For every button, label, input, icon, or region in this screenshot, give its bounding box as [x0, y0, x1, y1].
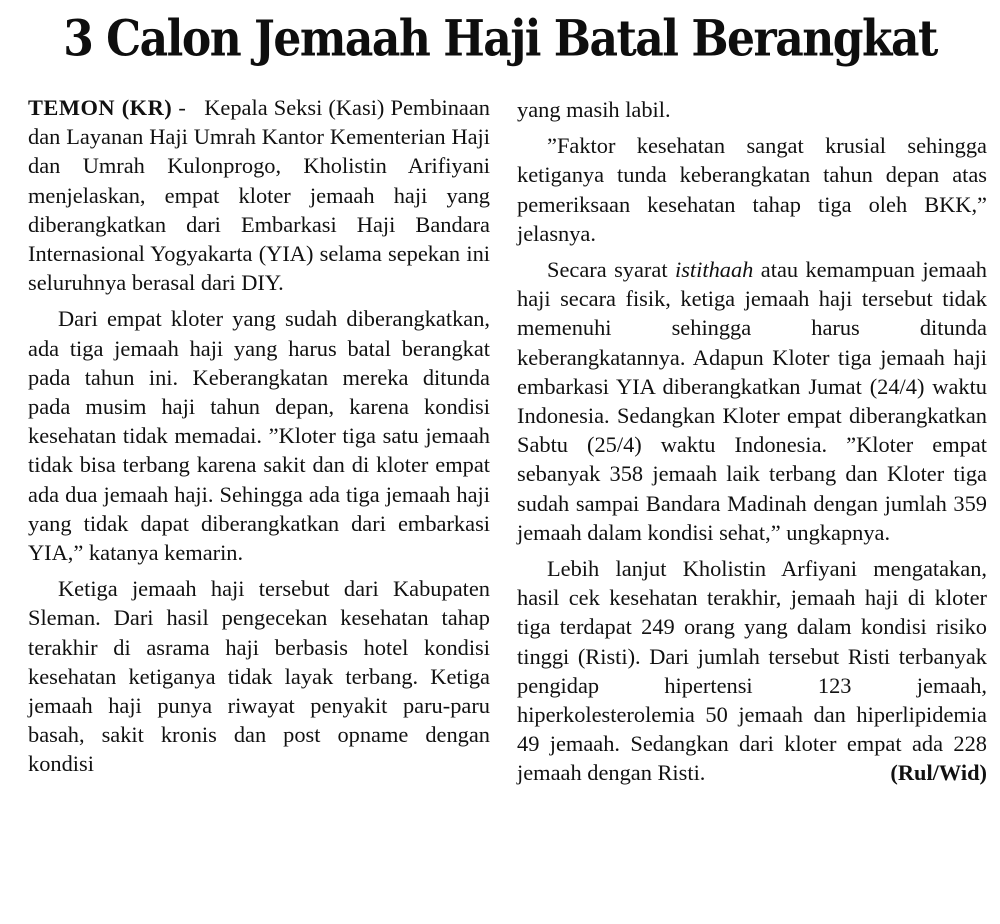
- italic-term: istithaah: [674, 257, 754, 283]
- paragraph: [517, 554, 987, 788]
- byline: (Rul/Wid): [890, 760, 987, 786]
- article-column-right: [517, 95, 987, 788]
- paragraph: [517, 255, 987, 547]
- paragraph: Ketiga jemaah haji tersebut dari Kabupaten Sleman. Dari hasil pengecekan kesehatan tahap terakhir di asrama haji berbasis hotel kondisi kesehatan ketiganya tidak layak terbang. Ketiga jemaah haji punya riwayat penyakit paru-paru basah, sakit kronis dan post opname dengan kondisi: [28, 576, 490, 777]
- dateline: TEMON (KR): [28, 95, 173, 120]
- paragraph-text: atau kemampuan jemaah haji secara fisik, ketiga jemaah haji tersebut tidak memenuhi sehingga harus ditunda keberangkatannya. Adapun Kloter tiga jemaah haji embarkasi YIA diberangkatkan Jumat (24/4) waktu Indonesia. Sedangkan Kloter empat diberangkatkan Sabtu (25/4) waktu Indonesia. ”Kloter empat sebanyak 358 jemaah laik terbang dan Kloter tiga sudah sampai Bandara Madinah dengan jumlah 359 jemaah dalam kondisi sehat,” ungkapnya.: [517, 257, 987, 545]
- headline: 3 Calon Jemaah Haji Batal Berangkat: [63, 10, 937, 69]
- paragraph: ”Faktor kesehatan sangat krusial sehingga ketiganya tunda keberangkatan tahun depan atas pemeriksaan kesehatan tahap tiga oleh BKK,” jelasnya.: [517, 133, 987, 246]
- paragraph-text: Secara syarat: [547, 257, 668, 283]
- paragraph-text: Kepala Seksi (Kasi) Pembinaan dan Layanan Haji Umrah Kantor Kementerian Haji dan Umrah Kulonprogo, Kholistin Arifiyani menjelaskan, empat kloter jemaah haji yang diberangkatkan dari Embarkasi Haji Bandara Internasional Yogyakarta (YIA) selama sepekan ini seluruhnya berasal dari DIY.: [28, 95, 490, 296]
- paragraph: TEMON (KR) - Kepala Seksi (Kasi) Pembinaan dan Layanan Haji Umrah Kantor Kementerian Haji dan Umrah Kulonprogo, Kholistin Arifiyani menjelaskan, empat kloter jemaah haji yang diberangkatkan dari Embarkasi Haji Bandara Internasional Yogyakarta (YIA) selama sepekan ini seluruhnya berasal dari DIY.: [28, 95, 490, 296]
- paragraph: yang masih labil.: [517, 97, 671, 122]
- paragraph: Dari empat kloter yang sudah diberangkatkan, ada tiga jemaah haji yang harus batal berangkat pada tahun ini. Keberangkatan mereka ditunda pada musim haji tahun depan, karena kondisi kesehatan tidak memadai. ”Kloter tiga satu jemaah tidak bisa terbang karena sakit dan di kloter empat ada dua jemaah haji. Sehingga ada tiga jemaah haji yang tidak dapat diberangkatkan dari embarkasi YIA,” katanya kemarin.: [28, 306, 490, 566]
- article-column-left: [28, 93, 490, 779]
- paragraph-text: Lebih lanjut Kholistin Arfiyani mengatakan, hasil cek kesehatan terakhir, jemaah haji di kloter tiga terdapat 249 orang yang dalam kondisi risiko tinggi (Risti). Dari jumlah tersebut Risti terbanyak pengidap hipertensi 123 jemaah, hiperkolesterolemia 50 jemaah dan hiperlipidemia 49 jemaah. Sedangkan dari kloter empat ada 228 jemaah dengan Risti.: [517, 556, 987, 786]
